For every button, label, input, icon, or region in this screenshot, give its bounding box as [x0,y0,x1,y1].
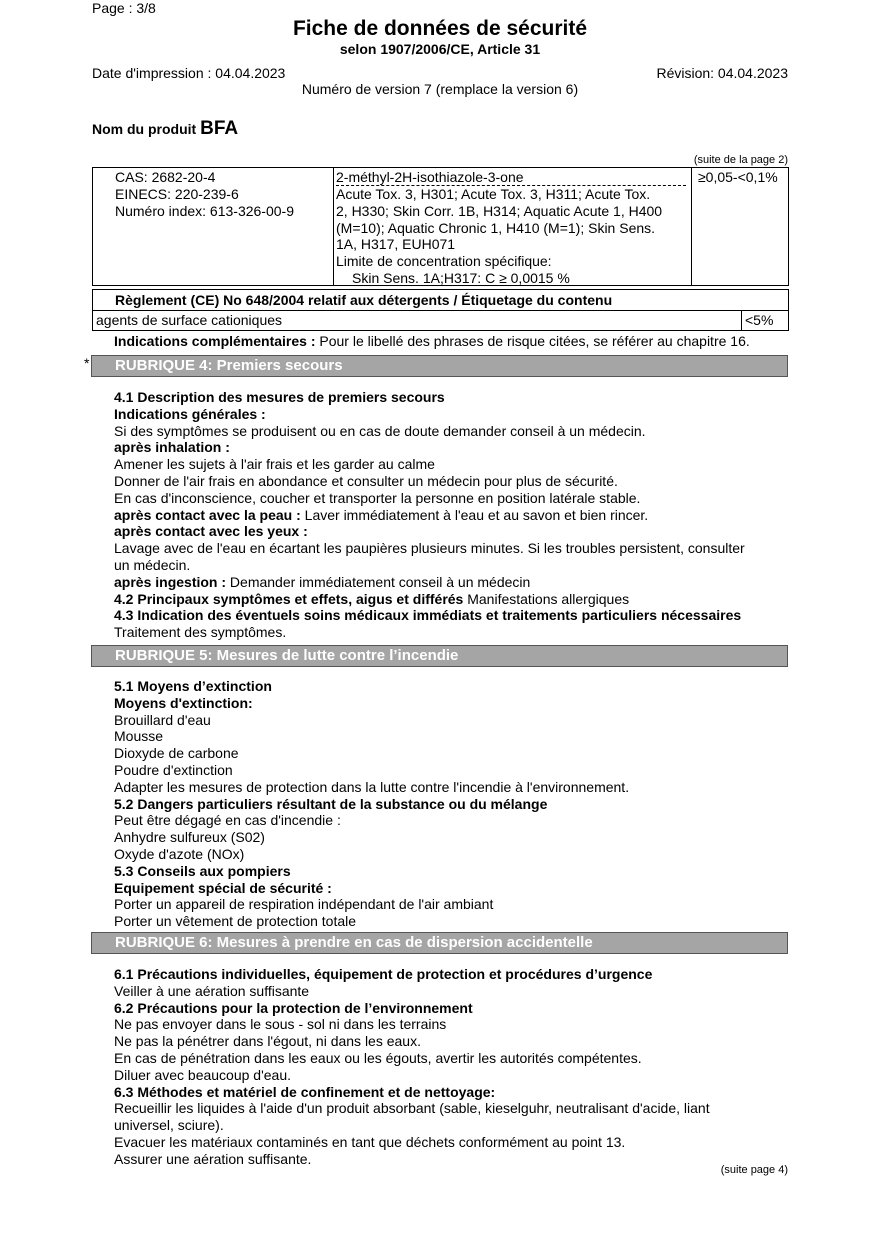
section-6-body: 6.1 Précautions individuelles, équipement de protection et procédures d’urgence Veiller à une aération suffisante 6.2 Précautions pour la protection de l’environnement Ne pas envoyer dans le sous - sol ni dans les terrains Ne pas la pénétrer dans l'égout, ni dans les eaux. En cas de pénétration dans les eaux ou les égouts, avertir les autorités compétentes. Diluer avec beaucoup d'eau. 6.3 Méthodes et matériel de confinement et de nettoyage: Recueillir les liquides à l'aide d'un produit absorbant (sable, kieselguhr, neutralisant d'acide, liant universel, sciure). Evacuer les matériaux contaminés en tant que déchets conformément au point 13. Assurer une aération suffisante. [114,966,710,1167]
revision-date: Révision: 04.04.2023 [656,65,788,81]
section-5-header: RUBRIQUE 5: Mesures de lutte contre l’incendie [91,645,788,667]
concentration: ≥0,05-<0,1% [698,169,778,185]
composition-ids: CAS: 2682-20-4 EINECS: 220-239-6 Numéro index: 613-326-00-9 [115,169,294,219]
section-5-body: 5.1 Moyens d’extinction Moyens d'extinction: Brouillard d'eau Mousse Dioxyde de carbone Poudre d'extinction Adapter les mesures de protection dans la lutte contre l'incendie à l'environnement. 5.2 Dangers particuliers résultant de la substance ou du mélange Peut être dégagé en cas d'incendie : Anhydre sulfureux (S02) Oxyde d'azote (NOx) 5.3 Conseils aux pompiers Equipement spécial de sécurité : Porter un appareil de respiration indépendant de l'air ambiant Porter un vêtement de protection totale [114,678,630,930]
additional-info: Indications complémentaires : Pour le libellé des phrases de risque citées, se référer au chapitre 16. [114,333,750,349]
product-label: Nom du produit BFA [92,118,239,139]
limit-label: Limite de concentration spécifique: [336,253,552,270]
document-subtitle: selon 1907/2006/CE, Article 31 [339,41,541,57]
detergents-value: <5% [745,312,774,328]
product-name: BFA [200,118,239,139]
limit-value: Skin Sens. 1A;H317: C ≥ 0,0015 % [352,269,570,286]
section-4-header: RUBRIQUE 4: Premiers secours [91,355,788,377]
substance-name: 2-méthyl-2H-isothiazole-3-one [336,169,686,186]
section-6-header: RUBRIQUE 6: Mesures à prendre en cas de dispersion accidentelle [91,932,788,954]
detergents-table [92,289,789,331]
version-number: Numéro de version 7 (remplace la version 6) [301,81,579,97]
detergents-title: Règlement (CE) No 648/2004 relatif aux détergents / Étiquetage du contenu [115,292,613,308]
document-title: Fiche de données de sécurité [292,17,588,40]
detergents-item: agents de surface cationiques [96,312,283,328]
print-date: Date d'impression : 04.04.2023 [92,65,286,81]
composition-substance: 2-méthyl-2H-isothiazole-3-one Acute Tox. 3, H301; Acute Tox. 3, H311; Acute Tox. 2, H330; Skin Corr. 1B, H314; Aquatic Acute 1, H400 (M=10); Aquatic Chronic 1, H410 (M=1); Skin Sens. 1A, H317, EUH071 Limite de concentration spécifique: Skin Sens. 1A;H317: C ≥ 0,0015 % [336,169,691,287]
composition-table [92,167,789,286]
section-4-body: 4.1 Description des mesures de premiers secours Indications générales : Si des symptômes se produisent ou en cas de doute demander conseil à un médecin. après inhalation : Amener les sujets à l'air frais et les garder au calme Donner de l'air frais en abondance et consulter un médecin pour plus de sécurité. En cas d'inconscience, coucher et transporter la personne en position latérale stable. après contact avec la peau : Laver immédiatement à l'eau et au savon et bien rincer. après contact avec les yeux : Lavage avec de l'eau en écartant les paupières plusieurs minutes. Si les troubles persistent, consulter un médecin. après ingestion : Demander immédiatement conseil à un médecin 4.2 Principaux symptômes et effets, aigus et différés Manifestations allergiques 4.3 Indication des éventuels soins médicaux immédiats et traitements particuliers nécessaires Traitement des symptômes. [114,389,745,641]
continued-from: (suite de la page 2) [693,154,788,166]
change-marker: * [84,355,90,371]
page-number: Page : 3/8 [92,0,156,16]
continued-to: (suite page 4) [720,1164,788,1176]
